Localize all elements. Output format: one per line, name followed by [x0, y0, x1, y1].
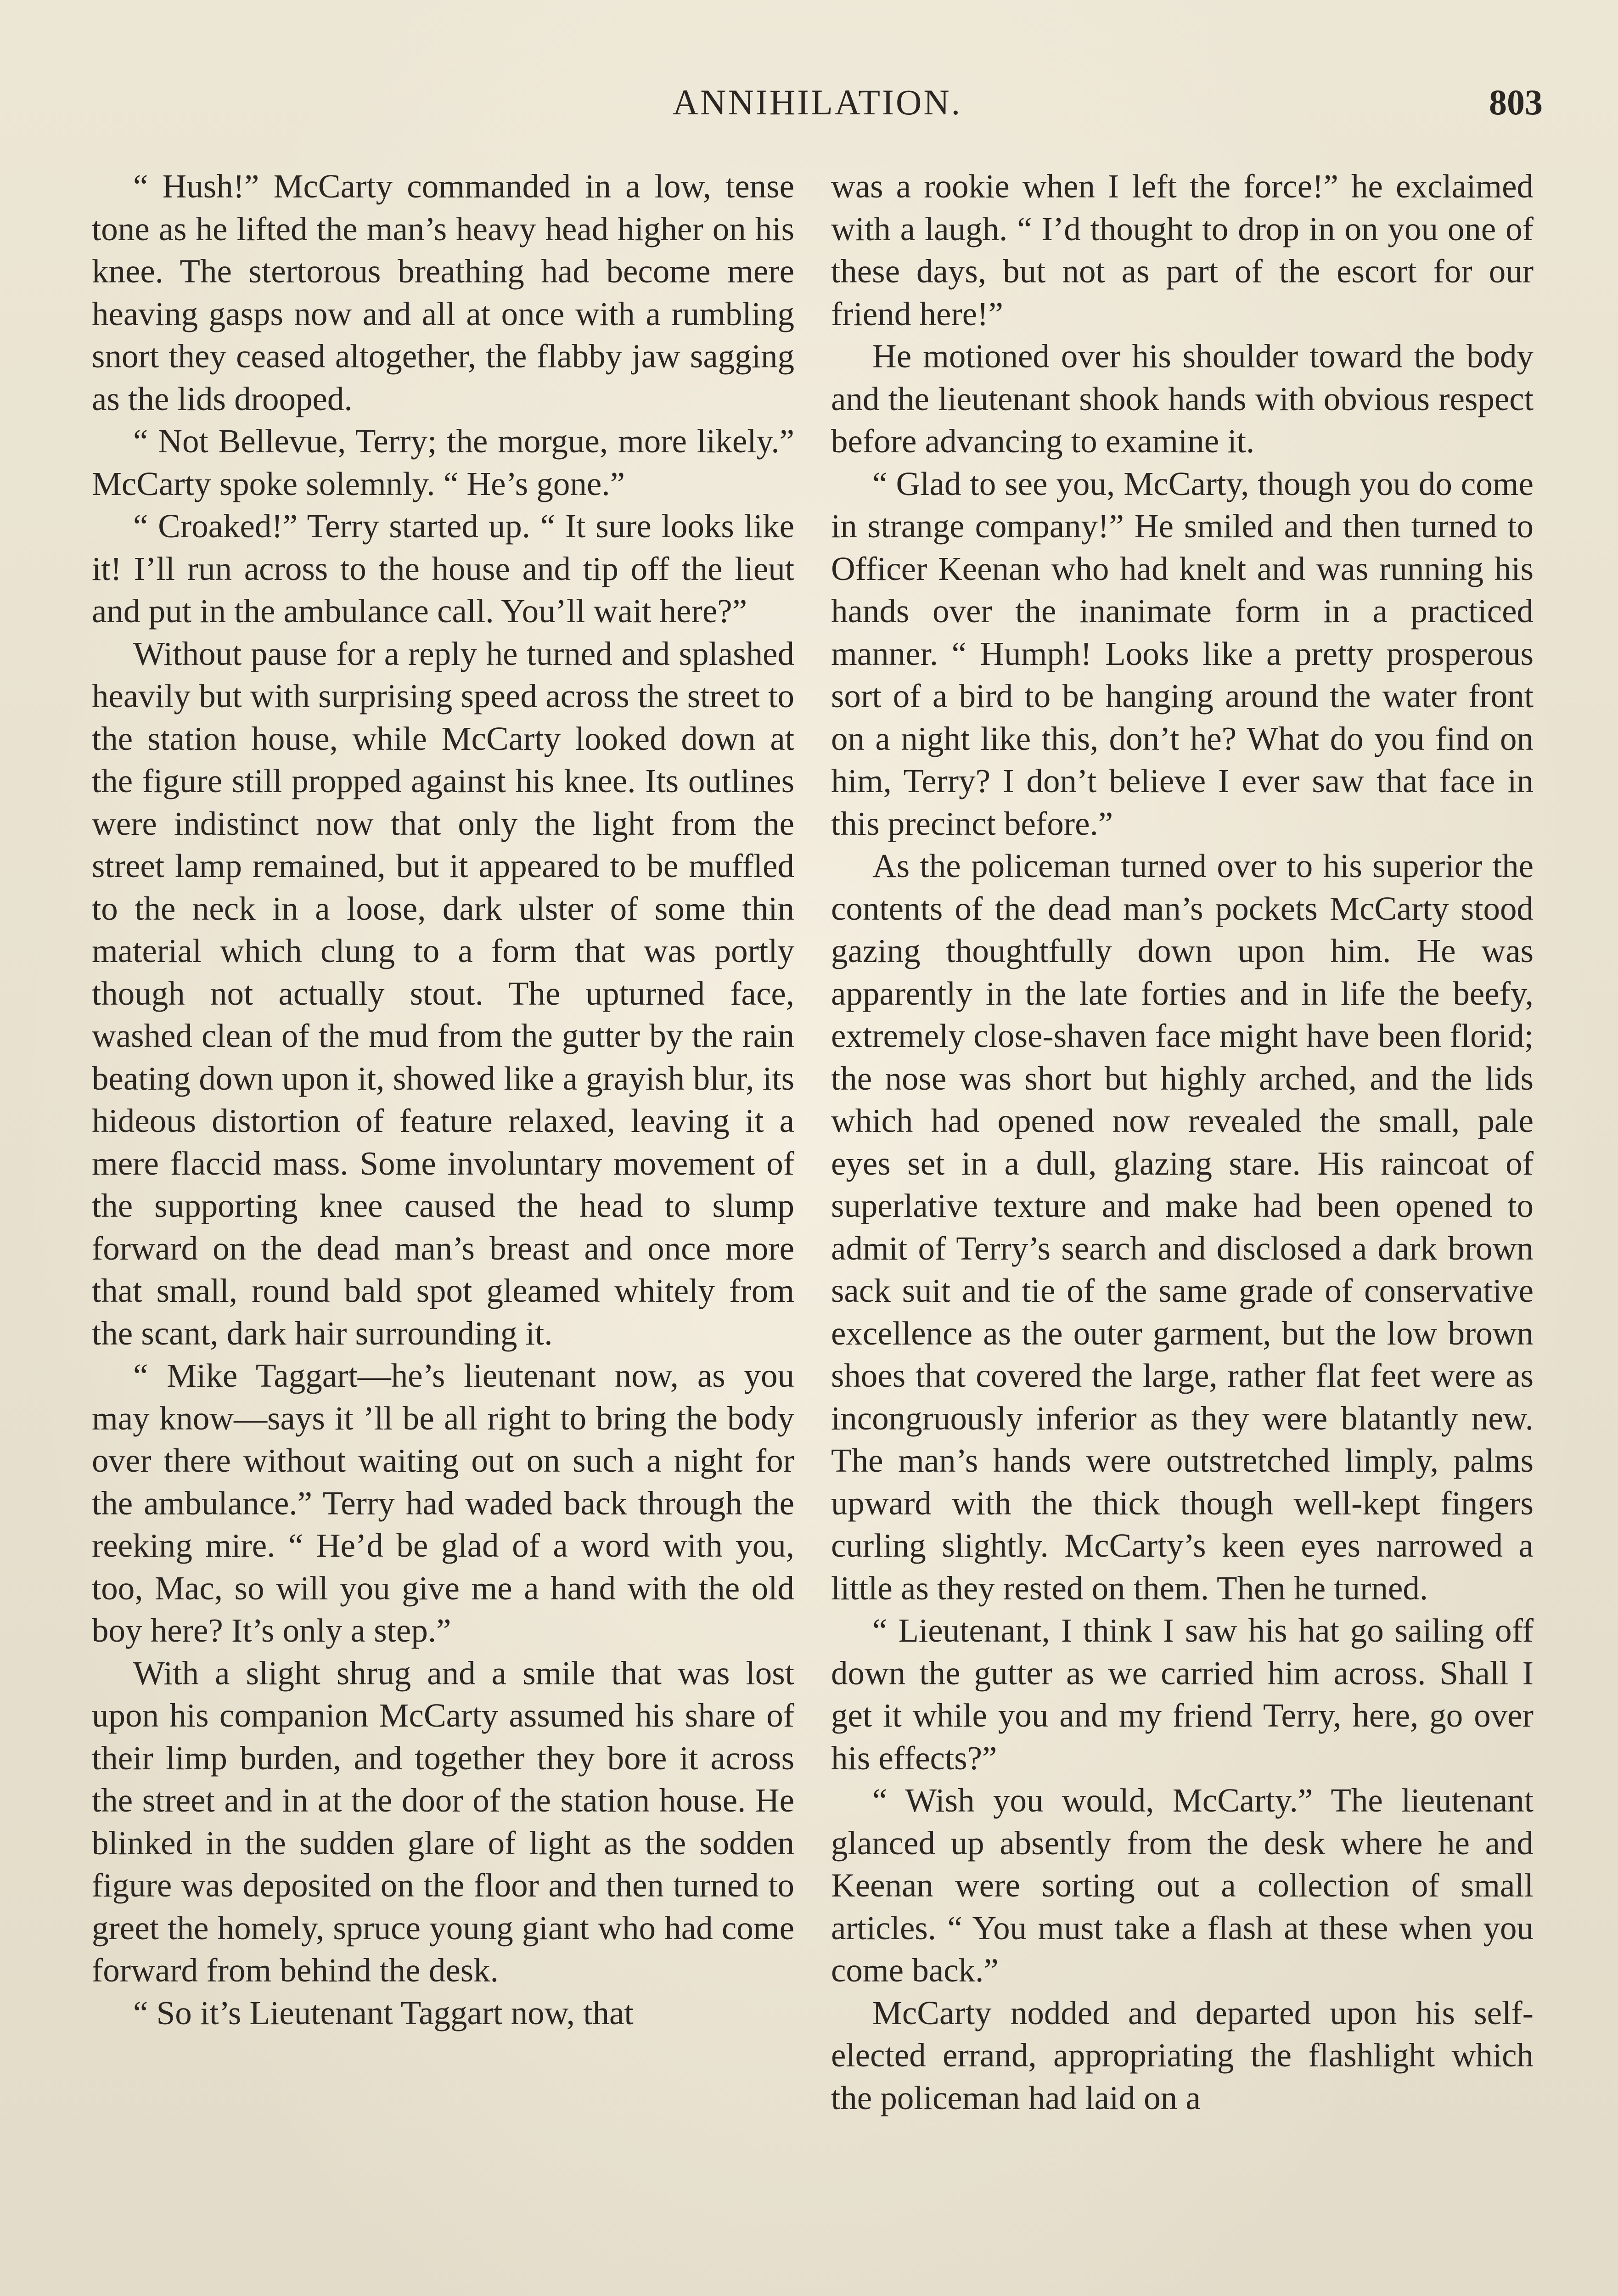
paragraph: He motioned over his shoulder toward the body and the lieutenant shook hands with obvious respect before advancing to examine it. [831, 338, 1534, 460]
paragraph: McCarty nodded and departed upon his self-elected errand, appropriating the flashlight which the policeman had laid on a [831, 1994, 1534, 2116]
running-head: ANNIHILATION. [672, 82, 962, 122]
page-header [92, 82, 1543, 137]
paragraph: “ Lieutenant, I think I saw his hat go sailing off down the gutter as we carried him across. Shall I get it while you and my friend Terry, here, go over his effects?” [831, 1612, 1534, 1777]
paragraph: “ Hush!” McCarty commanded in a low, tense tone as he lifted the man’s heavy head higher on his knee. The stertorous breathing had become mere heaving gasps now and all at once with a rumbling snort they ceased altogether, the flabby jaw sagging as the lids drooped. [92, 168, 794, 417]
paragraph: “ Wish you would, McCarty.” The lieutenant glanced up absently from the desk where he and Keenan were sorting out a collection of small articles. “ You must take a flash at these when you come back.” [831, 1782, 1534, 1989]
paragraph: “ Croaked!” Terry started up. “ It sure looks like it! I’ll run across to the house and tip off the lieut and put in the ambulance call. You’ll wait here?” [92, 507, 794, 630]
right-column [831, 165, 1534, 2296]
paragraph: “ Not Bellevue, Terry; the morgue, more likely.” McCarty spoke solemnly. “ He’s gone.” [92, 422, 794, 502]
paragraph: “ So it’s Lieutenant Taggart now, that [133, 1994, 634, 2032]
paragraph: Without pause for a reply he turned and splashed heavily but with surprising speed across the street to the station house, while McCarty looked down at the figure still propped against his knee. Its outlines were indistinct now that only the light from the street lamp remained, but it appeared to be muffled to the neck in a loose, dark ulster of some thin material which clung to a form that was portly though not actually stout. The upturned face, washed clean of the mud from the gutter by the rain beating down upon it, showed like a grayish blur, its hideous distortion of feature relaxed, leaving it a mere flaccid mass. Some involuntary movement of the supporting knee caused the head to slump forward on the dead man’s breast and once more that small, round bald spot gleamed whitely from the scant, dark hair surrounding it. [92, 635, 794, 1352]
paragraph-continued: was a rookie when I left the force!” he exclaimed with a laugh. “ I’d thought to drop in on you one of these days, but not as part of the escort for our friend here!” [831, 168, 1534, 332]
paragraph: With a slight shrug and a smile that was lost upon his companion McCarty assumed his share of their limp burden, and together they bore it across the street and in at the door of the station house. He blinked in the sudden glare of light as the sodden figure was deposited on the floor and then turned to greet the homely, spruce young giant who had come forward from behind the desk. [92, 1654, 794, 1989]
paragraph: “ Glad to see you, McCarty, though you do come in strange company!” He smiled and then turned to Officer Keenan who had knelt and was running his hands over the inanimate form in a practiced manner. “ Humph! Looks like a pretty prosperous sort of a bird to be hanging around the water front on a night like this, don’t he? What do you find on him, Terry? I don’t believe I ever saw that face in this precinct before.” [831, 465, 1534, 842]
left-column [92, 165, 794, 2296]
text-columns [92, 165, 1534, 2296]
paragraph: As the policeman turned over to his superior the contents of the dead man’s pockets McCarty stood gazing thoughtfully down upon him. He was apparently in the late forties and in life the beefy, extremely close-shaven face might have been florid; the nose was short but highly arched, and the lids which had opened now revealed the small, pale eyes set in a dull, glazing stare. His raincoat of superlative texture and make had been opened to admit of Terry’s search and disclosed a dark brown sack suit and tie of the same grade of conservative excellence as the outer garment, but the low brown shoes that covered the large, rather flat feet were as incongruously inferior as they were blatantly new. The man’s hands were outstretched limply, palms upward with the thick though well-kept fingers curling slightly. McCarty’s keen eyes narrowed a little as they rested on them. Then he turned. [831, 847, 1534, 1607]
paragraph: “ Mike Taggart—he’s lieutenant now, as you may know—says it ’ll be all right to bring the body over there without waiting out on such a night for the ambulance.” Terry had waded back through the reeking mire. “ He’d be glad of a word with you, too, Mac, so will you give me a hand with the old boy here? It’s only a step.” [92, 1357, 794, 1649]
page-number: 803 [1489, 82, 1543, 122]
